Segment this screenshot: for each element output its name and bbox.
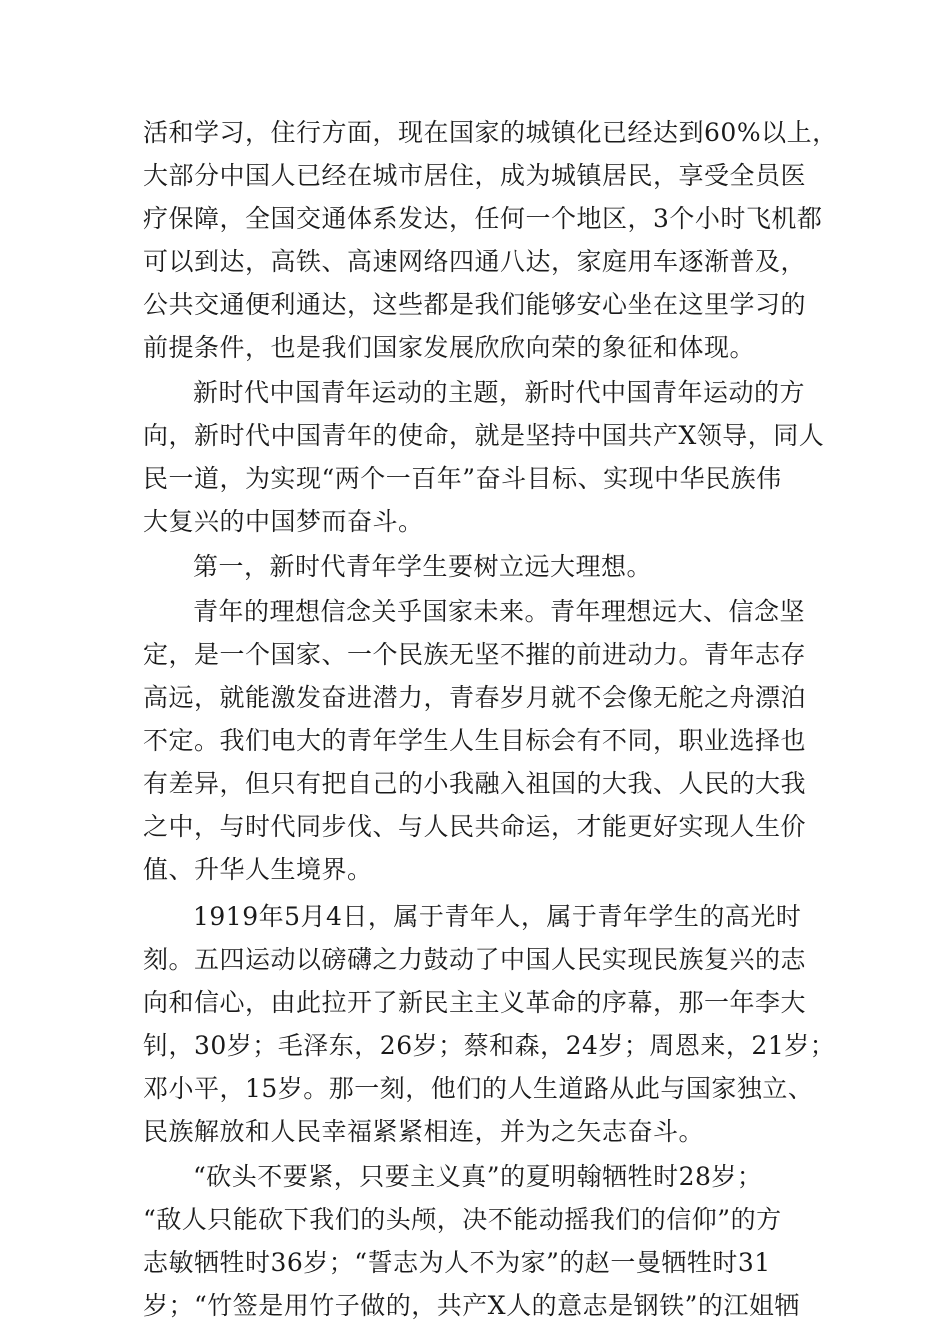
text-line: 值、升华人生境界。 — [143, 855, 373, 884]
text-line: 民族解放和人民幸福紧紧相连，并为之矢志奋斗。 — [143, 1117, 705, 1146]
text-line: 民一道，为实现“两个一百年”奋斗目标、实现中华民族伟 — [143, 464, 782, 493]
text-line: 刻。五四运动以磅礴之力鼓动了中国人民实现民族复兴的志 — [143, 945, 807, 974]
text-line: 钊，30岁；毛泽东，26岁；蔡和森，24岁；周恩来，21岁； — [143, 1031, 836, 1060]
text-line: 高远，就能激发奋进潜力，青春岁月就不会像无舵之舟漂泊 — [143, 683, 807, 712]
text-line: 前提条件，也是我们国家发展欣欣向荣的象征和体现。 — [143, 333, 756, 362]
paragraph-first-line: 1919年5月4日，属于青年人，属于青年学生的高光时 — [193, 902, 802, 931]
section-heading: 第一，新时代青年学生要树立远大理想。 — [193, 552, 653, 581]
text-line: 不定。我们电大的青年学生人生目标会有不同，职业选择也 — [143, 726, 807, 755]
text-line: 定，是一个国家、一个民族无坚不摧的前进动力。青年志存 — [143, 640, 807, 669]
paragraph-first-line: 新时代中国青年运动的主题，新时代中国青年运动的方 — [193, 378, 806, 407]
text-line: 向和信心，由此拉开了新民主主义革命的序幕，那一年李大 — [143, 988, 807, 1017]
text-line: 之中，与时代同步伐、与人民共命运，才能更好实现人生价 — [143, 812, 807, 841]
paragraph-first-line: “砍头不要紧，只要主义真”的夏明翰牺牲时28岁； — [193, 1162, 763, 1191]
paragraph-first-line: 青年的理想信念关乎国家未来。青年理想远大、信念坚 — [193, 597, 806, 626]
text-line: 大复兴的中国梦而奋斗。 — [143, 507, 424, 536]
text-line: 岁；“竹签是用竹子做的，共产X人的意志是钢铁”的江姐牺 — [143, 1291, 800, 1320]
text-line: 可以到达，高铁、高速网络四通八达，家庭用车逐渐普及， — [143, 247, 807, 276]
text-line: 疗保障，全国交通体系发达，任何一个地区，3个小时飞机都 — [143, 204, 823, 233]
text-line: “敌人只能砍下我们的头颅，决不能动摇我们的信仰”的方 — [143, 1205, 782, 1234]
text-line: 活和学习，住行方面，现在国家的城镇化已经达到60%以上， — [143, 118, 838, 147]
text-line: 大部分中国人已经在城市居住，成为城镇居民，享受全员医 — [143, 161, 807, 190]
text-line: 向，新时代中国青年的使命，就是坚持中国共产X领导，同人 — [143, 421, 825, 450]
text-line: 有差异，但只有把自己的小我融入祖国的大我、人民的大我 — [143, 769, 807, 798]
text-line: 志敏牺牲时36岁；“誓志为人不为家”的赵一曼牺牲时31 — [143, 1248, 771, 1277]
text-line: 邓小平，15岁。那一刻，他们的人生道路从此与国家独立、 — [143, 1074, 814, 1103]
text-line: 公共交通便利通达，这些都是我们能够安心坐在这里学习的 — [143, 290, 807, 319]
